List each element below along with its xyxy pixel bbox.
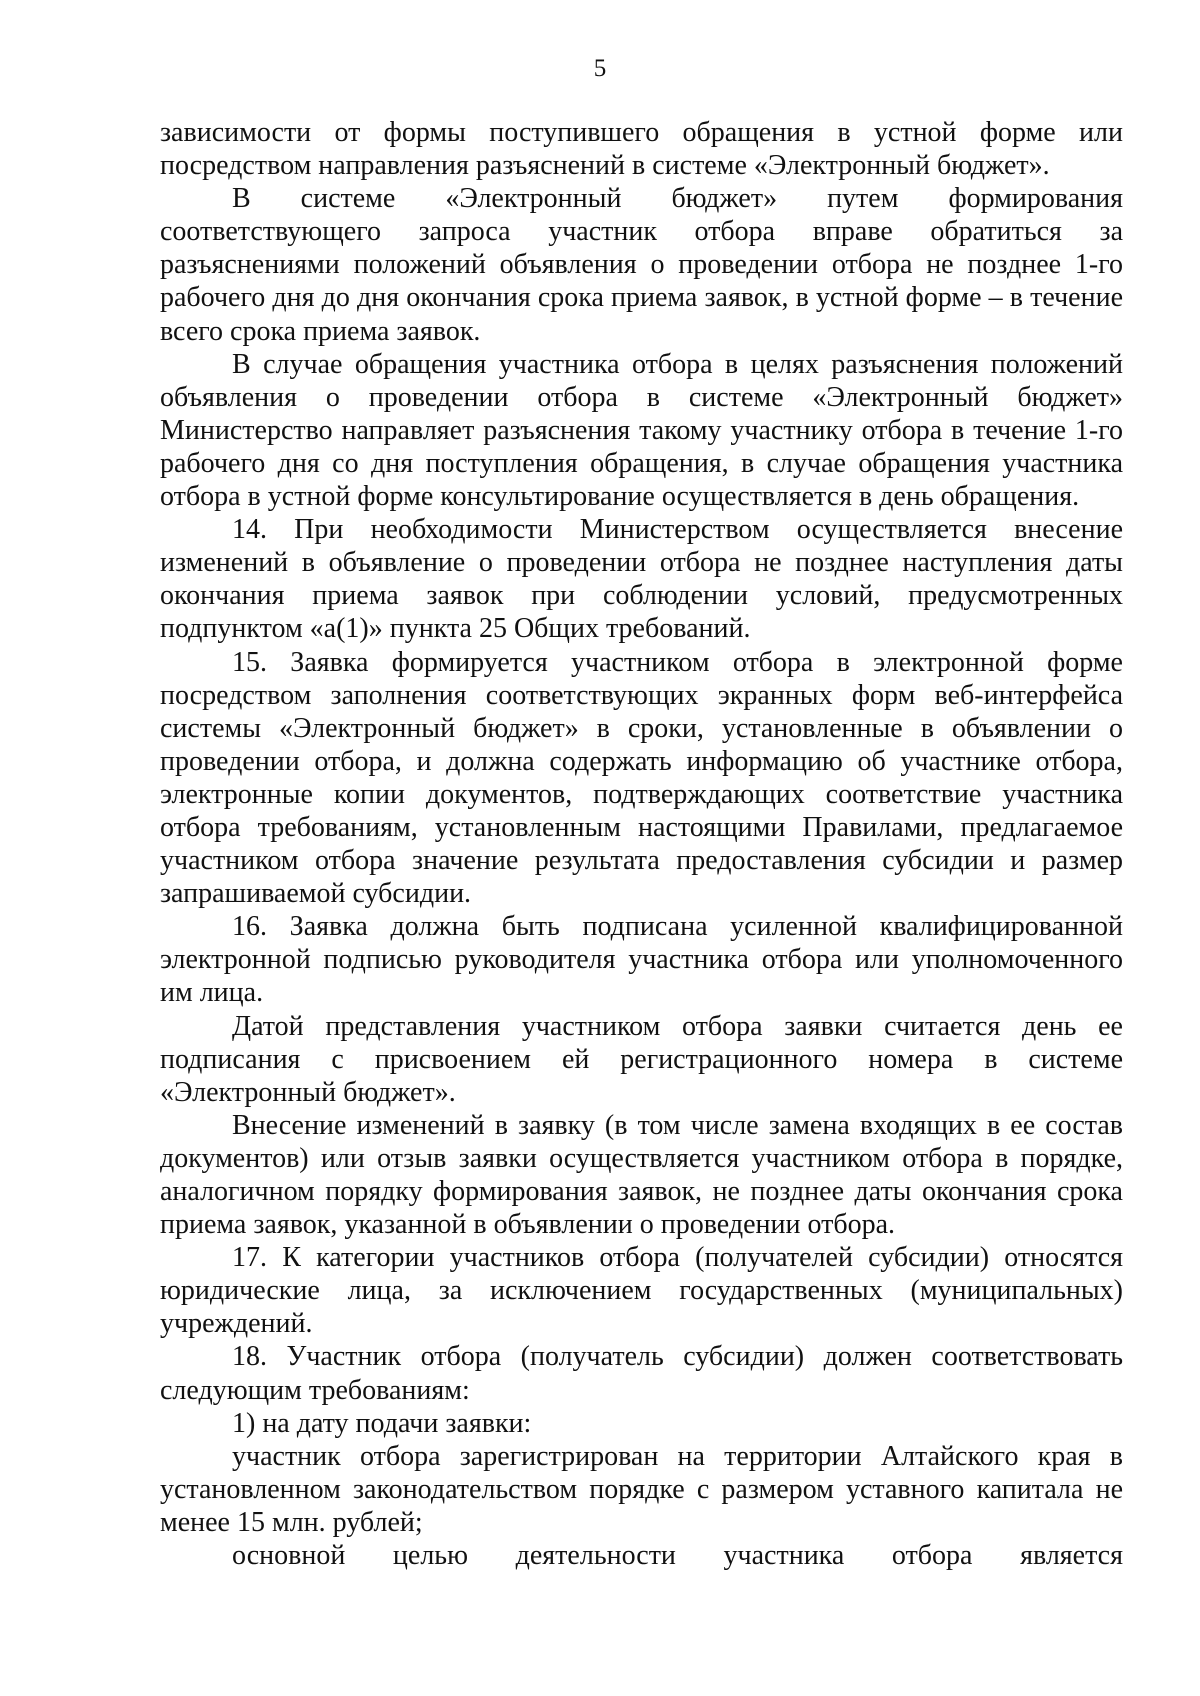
paragraph-application-changes: Внесение изменений в заявку (в том числе замена входящих в ее состав документов) или отзыв заявки осуществляется участником отбора в порядке, аналогичном порядку формирования заявок, не позднее даты окончания срока приема заявок, указанной в объявлении о проведении отбора. <box>160 1109 1123 1241</box>
paragraph-submission-date: Датой представления участником отбора заявки считается день ее подписания с присвоением ей регистрационного номера в системе «Электронный бюджет». <box>160 1010 1123 1108</box>
paragraph-continuation: зависимости от формы поступившего обращения в устной форме или посредством направления разъяснений в системе «Электронный бюджет». <box>160 117 1123 182</box>
paragraph-registration-requirement: участник отбора зарегистрирован на территории Алтайского края в установленном законодательством порядке с размером уставного капитала не менее 15 млн. рублей; <box>160 1440 1123 1538</box>
document-body <box>160 116 1123 1572</box>
paragraph-electronic-budget-request: В системе «Электронный бюджет» путем формирования соответствующего запроса участник отбора вправе обратиться за разъяснениями положений объявления о проведении отбора не позднее 1-го рабочего дня до дня окончания срока приема заявок, в устной форме – в течение всего срока приема заявок. <box>160 183 1123 347</box>
paragraph-item-17: 17. К категории участников отбора (получателей субсидии) относятся юридические лица, за исключением государственных (муниципальных) учреждений. <box>160 1242 1123 1340</box>
paragraph-item-14: 14. При необходимости Министерством осуществляется внесение изменений в объявление о проведении отбора не позднее наступления даты окончания приема заявок при соблюдении условий, предусмотренных подпунктом «а(1)» пункта 25 Общих требований. <box>160 514 1123 645</box>
paragraph-item-15: 15. Заявка формируется участником отбора в электронной форме посредством заполнения соответствующих экранных форм веб-интерфейса системы «Электронный бюджет» в сроки, установленные в объявлении о проведении отбора, и должна содержать информацию об участнике отбора, электронные копии документов, подтверждающих соответствие участника отбора требованиям, установленным настоящими Правилами, предлагаемое участником отбора значение результата предоставления субсидии и размер запрашиваемой субсидии. <box>160 646 1123 910</box>
paragraph-subitem-1: 1) на дату подачи заявки: <box>232 1407 532 1439</box>
page-number: 5 <box>593 55 607 82</box>
paragraph-ministry-clarification: В случае обращения участника отбора в целях разъяснения положений объявления о проведении отбора в системе «Электронный бюджет» Министерство направляет разъяснения такому участнику отбора в течение 1-го рабочего дня со дня поступления обращения, в случае обращения участника отбора в устной форме консультирование осуществляется в день обращения. <box>160 348 1123 513</box>
paragraph-main-activity-goal: основной целью деятельности участника отбора является <box>232 1540 1123 1572</box>
paragraph-item-18: 18. Участник отбора (получатель субсидии) должен соответствовать следующим требованиям: <box>160 1341 1123 1406</box>
paragraph-item-16: 16. Заявка должна быть подписана усиленной квалифицированной электронной подписью руководителя участника отбора или уполномоченного им лица. <box>160 911 1123 1009</box>
